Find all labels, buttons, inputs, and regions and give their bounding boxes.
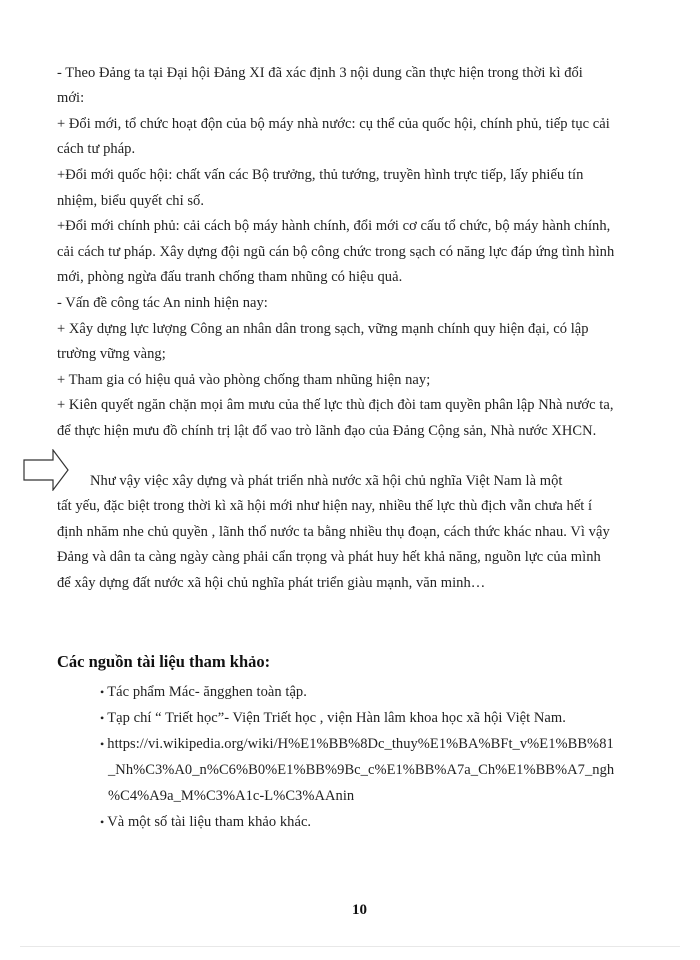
page-number: 10: [352, 902, 367, 918]
reference-text: Và một số tài liệu tham khảo khác.: [107, 814, 312, 830]
body-line: + Kiên quyết ngăn chặn mọi âm mưu của thế lực thù địch đòi tam quyền phân lập Nhà nước ta,: [57, 397, 614, 413]
body-line: cách tư pháp.: [57, 141, 136, 157]
reference-item: [100, 814, 311, 831]
conclusion-line: tất yếu, đặc biệt trong thời kì xã hội mới như hiện nay, nhiều thế lực thù địch vẫn chưa hết í: [57, 498, 593, 514]
reference-text: Tác phẩm Mác- ăngghen toàn tập.: [107, 684, 307, 700]
bullet: •: [100, 711, 105, 725]
reference-link[interactable]: https://vi.wikipedia.org/wiki/H%E1%BB%8Dc_thuy%E1%BA%BFt_v%E1%BB%81: [107, 736, 614, 752]
reference-link-cont[interactable]: %C4%A9a_M%C3%A1c-L%C3%AAnin: [108, 788, 355, 804]
references-heading: Các nguồn tài liệu tham khảo:: [57, 652, 271, 671]
reference-item: [100, 710, 566, 727]
body-line: + Tham gia có hiệu quả vào phòng chống tham nhũng hiện nay;: [57, 372, 431, 388]
body-line: + Đổi mới, tổ chức hoạt độn của bộ máy nhà nước: cụ thể của quốc hội, chính phủ, tiếp tục cải: [57, 116, 610, 132]
body-line: cải cách tư pháp. Xây dựng đội ngũ cán bộ công chức trong sạch có năng lực đáp ứng tình hình: [57, 244, 615, 260]
body-line: mới:: [57, 90, 85, 106]
conclusion-line: định nhăm nhe chủ quyền , lãnh thổ nước ta bằng nhiều thụ đoạn, cách thức khác nhau. Vì vậy: [57, 524, 610, 540]
conclusion-line: để xây dựng đất nước xã hội chủ nghĩa phát triển giàu mạnh, văn minh…: [57, 575, 486, 591]
bullet: •: [100, 815, 105, 829]
body-line: mới, phòng ngừa đấu tranh chống tham nhũng có hiệu quả.: [57, 269, 403, 285]
body-line: trường vững vàng;: [57, 346, 166, 362]
body-line: để thực hiện mưu đồ chính trị lật đổ vao trò lãnh đạo của Đảng Cộng sản, Nhà nước XHCN.: [57, 423, 597, 439]
page-edge-rule: [20, 946, 680, 947]
body-line: - Theo Đảng ta tại Đại hội Đảng XI đã xác định 3 nội dung cần thực hiện trong thời kì đổi: [57, 65, 583, 81]
body-line: + Xây dựng lực lượng Công an nhân dân trong sạch, vững mạnh chính quy hiện đại, có lập: [57, 321, 589, 337]
right-arrow-icon: [23, 449, 69, 491]
bullet: •: [100, 737, 105, 751]
bullet: •: [100, 685, 105, 699]
body-line: +Đổi mới chính phủ: cải cách bộ máy hành chính, đổi mới cơ cấu tổ chức, bộ máy hành chính,: [57, 218, 611, 234]
body-line: +Đổi mới quốc hội: chất vấn các Bộ trưởng, thủ tướng, truyền hình trực tiếp, lấy phiếu tín: [57, 167, 584, 183]
body-line: - Vấn đề công tác An ninh hiện nay:: [57, 295, 268, 311]
reference-link-cont[interactable]: _Nh%C3%A0_n%C6%B0%E1%BB%9Bc_c%E1%BB%A7a_Ch%E1%BB%A7_ngh: [108, 762, 615, 778]
reference-item: [100, 684, 307, 701]
reference-item[interactable]: [100, 736, 614, 753]
body-line: nhiệm, biểu quyết chỉ số.: [57, 193, 205, 209]
conclusion-line: Như vậy việc xây dựng và phát triển nhà nước xã hội chủ nghĩa Việt Nam là một: [90, 473, 563, 489]
conclusion-line: Đảng và dân ta càng ngày càng phải cẩn trọng và phát huy hết khả năng, nguồn lực của mình: [57, 549, 601, 565]
reference-text: Tạp chí “ Triết học”- Viện Triết học , viện Hàn lâm khoa học xã hội Việt Nam.: [107, 710, 566, 726]
